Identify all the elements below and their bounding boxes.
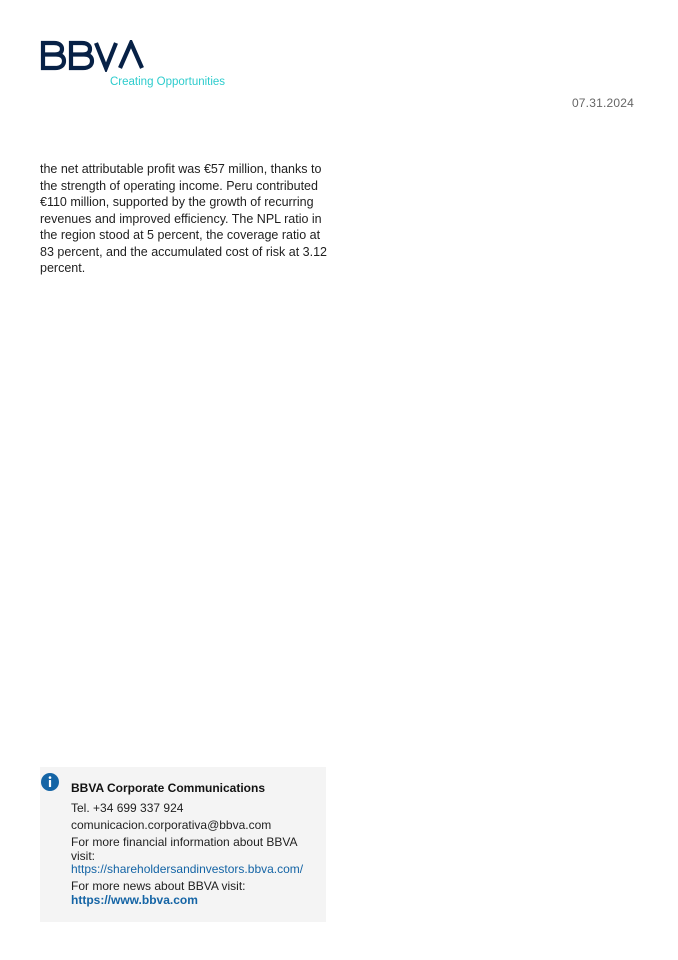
news-text: For more news about BBVA visit: <box>71 879 246 893</box>
contact-title: BBVA Corporate Communications <box>71 781 266 795</box>
financial-info-link[interactable]: https://shareholdersandinvestors.bbva.com/ <box>71 862 304 876</box>
contact-box <box>40 767 326 922</box>
contact-details <box>71 802 321 911</box>
financial-info-block <box>71 836 321 877</box>
financial-info-text: For more financial information about BBVA visit: <box>71 835 297 863</box>
bbva-logo-mark <box>40 40 144 72</box>
body-paragraph: the net attributable profit was €57 million, thanks to the strength of operating income. Peru contributed €110 million, supported by the growth of recurring revenues and improved efficiency. The NPL ratio in the region stood at 5 percent, the coverage ratio at 83 percent, and the accumulated cost of risk at 3.12 percent. <box>40 162 327 275</box>
news-block <box>71 880 321 907</box>
contact-email[interactable]: comunicacion.corporativa@bbva.com <box>71 818 272 832</box>
info-icon <box>41 773 59 791</box>
logo-tagline: Creating Opportunities <box>110 76 226 88</box>
document-date: 07.31.2024 <box>571 96 634 110</box>
contact-phone: Tel. +34 699 337 924 <box>71 801 184 815</box>
news-link[interactable]: https://www.bbva.com <box>71 892 198 907</box>
